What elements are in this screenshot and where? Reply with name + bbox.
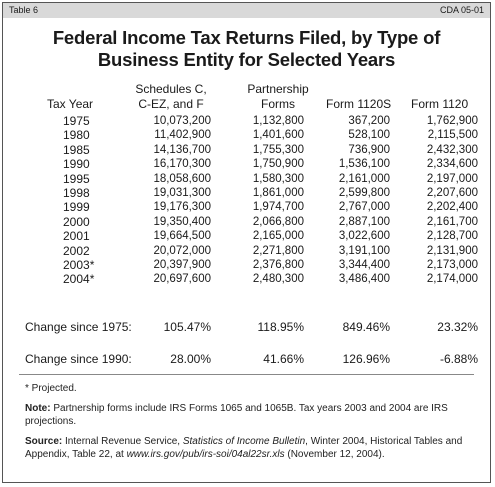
partnership-cell: 2,165,000 — [252, 230, 304, 243]
data-rows — [3, 114, 490, 287]
header-tax-year: Tax Year — [47, 97, 94, 111]
form-1120-cell: 2,161,700 — [426, 215, 478, 228]
table-row — [3, 172, 490, 186]
title-line-1: Federal Income Tax Returns Filed, by Type of — [52, 27, 441, 48]
divider — [19, 374, 474, 375]
form-1120s-cell: 736,900 — [348, 143, 390, 156]
table-row — [3, 128, 490, 142]
partnership-cell: 2,066,800 — [252, 215, 304, 228]
form-1120-cell: 2,202,400 — [426, 201, 478, 214]
form-1120s-cell: 2,161,000 — [338, 172, 390, 185]
table-number: Table 6 — [9, 5, 39, 15]
document-code: CDA 05-01 — [439, 5, 484, 15]
schedules-cell: 11,402,900 — [154, 129, 211, 142]
table-title — [3, 27, 490, 71]
table-row — [3, 215, 490, 229]
partnership-cell: 2,480,300 — [252, 273, 304, 286]
year-cell: 2004* — [63, 272, 95, 287]
year-cell: 1990 — [63, 157, 90, 172]
year-cell: 1995 — [63, 171, 90, 186]
table-frame: Table 6 CDA 05-01 Federal Income Tax Returns Filed, by Type of Business Entity for Selected Years Schedules C, C-EZ, and F Partnership Forms Tax Year Form 1120S Form 1120 1975 10,073,200 1,132,800 367,200 1,762,900 1980 11,402,900 1,401,600 528,100 2,115,500 1985 14,136,700 1,755,300 736,900 2,432,300 1990 16,170,300 1,750,900 1,536,100 2,334,600 1995 18,058,600 1,580,300 2,161,000 2,197,000 1998 19,031,300 1,861,000 2,599,800 2,207,600 1999 19,176,300 1,974,700 2,767,000 2,202,400 2000 19,350,400 2,066,800 2,887,100 2,161,700 2001 19,664,500 2,165,000 3,022,600 2,128,700 2002 20,072,000 2,271,800 3,191,100 2,131,900 2003* 20,397,900 2,376,800 3,344,400 2,173,000 2004* 20,697,600 2,480,300 3,486,400 2,174,000 Change since 1975: 105.47% 118.95% 849.46% 23.32% Change since 1990: 28.00% 41.66% 126.96% -6.88% * Projected. Note: Partnership forms include IRS Forms 1065 and 1065B. Tax years 2003 and 2004 are IRS projections. Source: Internal Revenue Service, Statistics of Income Bulletin, Winter 2004, Historical Tables and Appendix, Table 22, at www.irs.gov/pub/irs-soi/04al22sr.xls (November 12, 2004). — [2, 2, 491, 483]
year-cell: 2000 — [63, 214, 90, 229]
footnote-source: Source: Internal Revenue Service, Statistics of Income Bulletin, Winter 2004, Historical Tables and Appendix, Table 22, at www.irs.gov/pub/irs-soi/04al22sr.xls (November 12, 2004). — [25, 436, 463, 460]
table-row — [3, 114, 490, 128]
schedules-cell: 19,031,300 — [153, 186, 211, 199]
schedules-cell: 19,350,400 — [153, 215, 211, 228]
partnership-cell: 1,750,900 — [252, 158, 304, 171]
schedules-cell: 19,664,500 — [153, 230, 211, 243]
partnership-cell: 1,132,800 — [252, 115, 304, 127]
year-cell: 1998 — [63, 185, 90, 200]
year-cell: 1985 — [63, 142, 90, 157]
form-1120-cell: 2,432,300 — [426, 143, 478, 156]
footnote-note: Note: Partnership forms include IRS Forms 1065 and 1065B. Tax years 2003 and 2004 are IRS projections. — [25, 403, 448, 427]
form-1120s-cell: 528,100 — [348, 129, 390, 142]
schedules-cell: 10,073,200 — [153, 115, 211, 127]
form-1120s-cell: 3,344,400 — [338, 258, 390, 271]
schedules-cell: 14,136,700 — [153, 143, 211, 156]
year-cell: 1980 — [63, 128, 90, 143]
footnote-projected: * Projected. — [25, 383, 77, 394]
table-row — [3, 143, 490, 157]
year-cell: 2002 — [63, 243, 90, 258]
header-partnership: Partnership Forms — [247, 82, 309, 111]
form-1120-cell: 2,128,700 — [426, 230, 478, 243]
form-1120-cell: 2,334,600 — [426, 158, 478, 171]
schedules-cell: 20,072,000 — [153, 244, 211, 257]
partnership-cell: 2,271,800 — [252, 244, 304, 257]
table-row — [3, 258, 490, 272]
title-line-2: Business Entity for Selected Years — [97, 49, 396, 70]
partnership-cell: 1,974,700 — [252, 201, 304, 214]
form-1120-cell: 2,174,000 — [426, 273, 478, 286]
header-form-1120s: Form 1120S — [326, 97, 392, 111]
form-1120s-cell: 367,200 — [348, 115, 390, 127]
year-cell: 1999 — [63, 200, 90, 215]
year-cell: 2001 — [63, 229, 90, 244]
schedules-cell: 19,176,300 — [153, 201, 211, 214]
schedules-cell: 16,170,300 — [153, 158, 211, 171]
schedules-cell: 20,397,900 — [153, 258, 211, 271]
table-row — [3, 200, 490, 214]
year-cell: 2003* — [63, 257, 95, 272]
table-row — [3, 186, 490, 200]
partnership-cell: 1,401,600 — [252, 129, 304, 142]
schedules-cell: 20,697,600 — [153, 273, 211, 286]
form-1120-cell: 2,173,000 — [426, 258, 478, 271]
form-1120s-cell: 2,887,100 — [338, 215, 390, 228]
form-1120-cell: 1,762,900 — [426, 115, 478, 127]
form-1120s-cell: 1,536,100 — [338, 158, 390, 171]
partnership-cell: 1,580,300 — [252, 172, 304, 185]
form-1120s-cell: 3,486,400 — [338, 273, 390, 286]
table-row — [3, 244, 490, 258]
table-row — [3, 157, 490, 171]
form-1120-cell: 2,197,000 — [426, 172, 478, 185]
form-1120-cell: 2,207,600 — [426, 186, 478, 199]
top-bar — [3, 3, 490, 18]
partnership-cell: 2,376,800 — [252, 258, 304, 271]
form-1120s-cell: 2,599,800 — [338, 186, 390, 199]
form-1120s-cell: 2,767,000 — [338, 201, 390, 214]
year-cell: 1975 — [63, 114, 90, 128]
header-form-1120: Form 1120 — [411, 97, 469, 111]
partnership-cell: 1,861,000 — [252, 186, 304, 199]
form-1120-cell: 2,115,500 — [427, 129, 478, 142]
form-1120s-cell: 3,022,600 — [338, 230, 390, 243]
header-schedules: Schedules C, C-EZ, and F — [135, 82, 207, 111]
form-1120-cell: 2,131,900 — [426, 244, 478, 257]
schedules-cell: 18,058,600 — [153, 172, 211, 185]
table-row — [3, 229, 490, 243]
table-row — [3, 272, 490, 286]
partnership-cell: 1,755,300 — [252, 143, 304, 156]
form-1120s-cell: 3,191,100 — [338, 244, 390, 257]
